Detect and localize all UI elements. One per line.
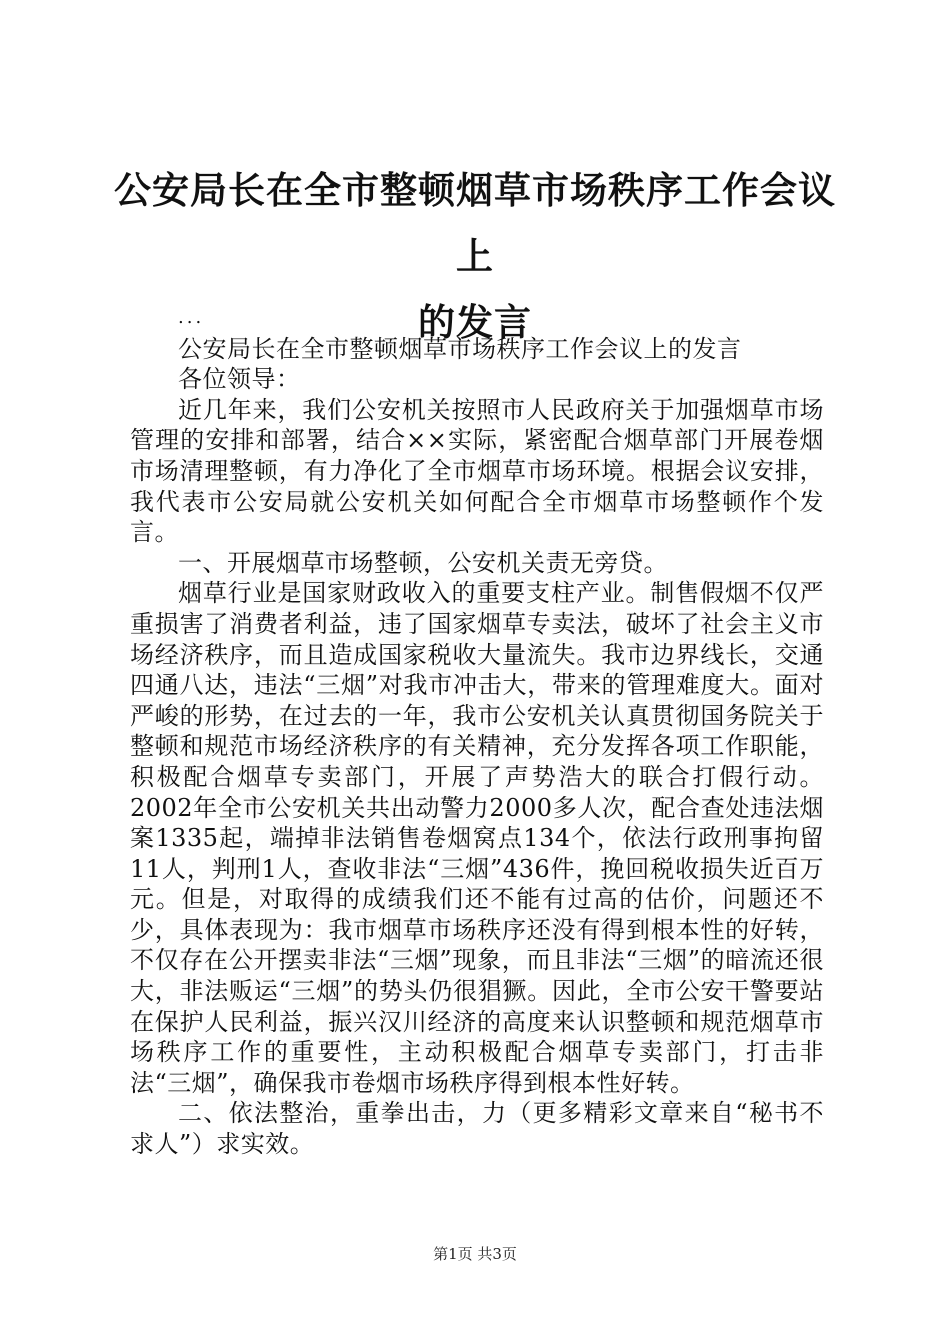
section-heading-1: 一、开展烟草市场整顿，公安机关责无旁贷。	[178, 548, 668, 577]
paragraph-salutation: 各位领导：	[178, 365, 301, 394]
document-body	[130, 303, 824, 1160]
page-number: 第1页 共3页	[433, 1245, 517, 1263]
paragraph-section-1: 烟草行业是国家财政收入的重要支柱产业。制售假烟不仅严重损害了消费者利益，违了国家烟草专卖法，破坏了社会主义市场经济秩序，而且造成国家税收大量流失。我市边界线长，交通四通八达，违法“三烟”对我市冲击大，带来的管理难度大。面对严峻的形势，在过去的一年，我市公安机关认真贯彻国务院关于整顿和规范市场经济秩序的有关精神，充分发挥各项工作职能，积极配合烟草专卖部门，开展了声势浩大的联合打假行动。2002年全市公安机关共出动警力2000多人次，配合查处违法烟案1335起，端掉非法销售卷烟窝点134个，依法行政刑事拘留11人，判刑1人，查收非法“三烟”436件，挽回税收损失近百万元。但是，对取得的成绩我们还不能有过高的估价，问题还不少，具体表现为：我市烟草市场秩序还没有得到根本性的好转，不仅存在公开摆卖非法“三烟”现象，而且非法“三烟”的暗流还很大，非法贩运“三烟”的势头仍很猖獗。因此，全市公安干警要站在保护人民利益，振兴汉川经济的高度来认识整顿和规范烟草市场秩序工作的重要性，主动积极配合烟草专卖部门，打击非法“三烟”，确保我市卷烟市场秩序得到根本性好转。	[130, 579, 824, 1097]
paragraph-intro: 近几年来，我们公安机关按照市人民政府关于加强烟草市场管理的安排和部署，结合××实际，紧密配合烟草部门开展卷烟市场清理整顿，有力净化了全市烟草市场环境。根据会议安排，我代表市公安局就公安机关如何配合全市烟草市场整顿作个发言。	[130, 395, 824, 547]
title-line-1: 公安局长在全市整顿烟草市场秩序工作会议上	[114, 169, 836, 278]
paragraph-heading: 公安局长在全市整顿烟草市场秩序工作会议上的发言	[178, 334, 742, 363]
ellipsis-marker: ...	[178, 307, 205, 328]
title-line-2: 的发言	[418, 301, 532, 344]
section-heading-2: 二、依法整治，重拳出击，力（更多精彩文章来自“秘书不求人”）求实效。	[130, 1099, 824, 1159]
